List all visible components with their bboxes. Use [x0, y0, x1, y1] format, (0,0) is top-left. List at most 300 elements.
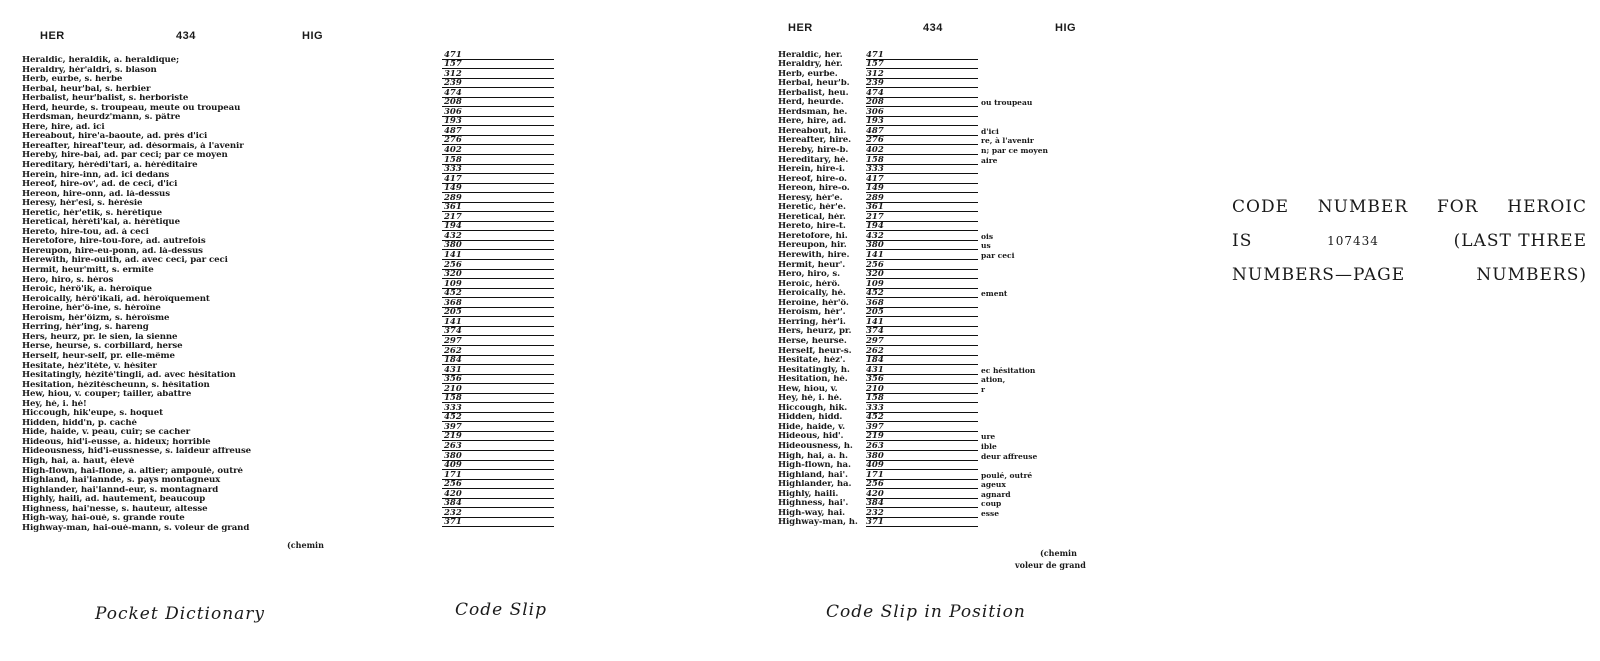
code-slip-number: 149 — [444, 183, 462, 194]
code-slip-number: 474 — [444, 87, 462, 98]
position-right-text: d'ici — [981, 126, 999, 136]
code-slip-number: 276 — [444, 135, 462, 146]
position-row — [778, 69, 1098, 79]
dictionary-entry: Heroic, hérô'ik, a. héroïque — [22, 285, 152, 295]
code-slip-number: 109 — [444, 278, 462, 289]
code-slip-number: 256 — [444, 259, 462, 270]
position-right-text: deur affreuse — [981, 451, 1038, 461]
dictionary-header-left: HER — [40, 30, 65, 42]
code-slip-row — [442, 270, 554, 280]
dictionary-entry: Herbalist, heur'balist, s. herboriste — [22, 94, 189, 104]
position-entry: Herb, eurbe. — [778, 69, 838, 79]
dictionary-entry: Hereafter, hireaf'teur, ad. désormais, à l'avenir — [22, 141, 244, 151]
position-slip-number: 256 — [866, 479, 884, 490]
position-slip-number: 474 — [866, 87, 884, 98]
position-entry: Heretical, hér. — [778, 212, 846, 222]
code-slip-number: 289 — [444, 192, 462, 203]
position-slip-number: 219 — [866, 431, 884, 442]
dictionary-entry: Hesitatingly, hézité'tingli, ad. avec hésitation — [22, 371, 236, 381]
position-entry: Herewith, hire. — [778, 251, 850, 261]
code-slip-number: 306 — [444, 106, 462, 117]
position-right-text: ois — [981, 231, 994, 241]
dictionary-entry: Highly, haili, ad. hautement, beaucoup — [22, 495, 206, 505]
code-slip-number: 417 — [444, 173, 462, 184]
code-slip-row — [442, 461, 554, 471]
position-slip-number: 397 — [866, 421, 884, 432]
position-row — [778, 394, 1098, 404]
dictionary-entry: Hereby, hire-bai, ad. par ceci; par ce moyen — [22, 151, 228, 161]
code-slip-number: 471 — [444, 49, 462, 60]
position-entry: Hide, haide, v. — [778, 422, 846, 432]
code-slip-number: 452 — [444, 412, 462, 423]
position-row — [778, 403, 1098, 413]
dictionary-entry: Heraldic, heraldik, a. heraldique; — [22, 56, 180, 65]
position-overflow-right: voleur de grand — [1015, 560, 1086, 570]
position-row — [778, 308, 1098, 318]
code-slip-row — [442, 289, 554, 299]
position-entry: Herbalist, heu. — [778, 88, 849, 98]
dictionary-entry: Heraldry, hér'aldri, s. blason — [22, 65, 157, 75]
position-row — [778, 365, 1098, 375]
code-slip-row — [442, 518, 554, 528]
dictionary-entry: Hey, hé, i. hé! — [22, 399, 87, 409]
position-entry: Hesitatingly, h. — [778, 365, 850, 375]
position-slip-number: 232 — [866, 507, 884, 518]
dictionary-entry: Herbal, heur'bal, s. herbier — [22, 84, 151, 94]
code-slip-number: 232 — [444, 507, 462, 518]
code-slip-row — [442, 480, 554, 490]
position-row — [778, 231, 1098, 241]
position-row — [778, 432, 1098, 442]
code-slip-number: 361 — [444, 202, 462, 213]
dictionary-entry: Hereto, hire-tou, ad. à ceci — [22, 227, 149, 237]
position-entry: Hereon, hire-o. — [778, 184, 850, 194]
position-row — [778, 441, 1098, 451]
dictionary-entry: Heroine, hér'ô-ine, s. héroïne — [22, 304, 161, 314]
code-slip-number: 171 — [444, 469, 462, 480]
position-slip-number: 208 — [866, 97, 884, 108]
position-row — [778, 518, 1098, 528]
position-right-text: ec hésitation — [981, 365, 1036, 375]
note-line-2-suffix: (LAST THREE — [1453, 231, 1587, 251]
position-slip-number: 193 — [866, 116, 884, 127]
dictionary-entry: Hereon, hire-onn, ad. là-dessus — [22, 189, 170, 199]
position-row — [778, 241, 1098, 251]
dictionary-entry: Hereditary, hérédi'tari, a. héréditaire — [22, 161, 198, 171]
position-slip-number: 471 — [866, 49, 884, 60]
dictionary-entry: Herdsman, heurdz'mann, s. pâtre — [22, 113, 181, 123]
code-slip-number: 312 — [444, 68, 462, 79]
code-slip-row — [442, 336, 554, 346]
code-slip-row — [442, 250, 554, 260]
dictionary-entry: Here, hire, ad. ici — [22, 122, 105, 132]
code-slip-number: 194 — [444, 221, 462, 232]
position-row — [778, 136, 1098, 146]
position-right-text: ible — [981, 441, 997, 451]
note-line-2-prefix: IS — [1232, 231, 1253, 251]
position-entry: Heretofore, hi. — [778, 231, 848, 241]
position-row — [778, 165, 1098, 175]
dictionary-entry: Herb, eurbe, s. herbe — [22, 75, 123, 85]
code-slip-row — [442, 308, 554, 318]
position-row — [778, 117, 1098, 127]
code-slip-number: 432 — [444, 230, 462, 241]
dictionary-entry: Hide, haide, v. peau, cuir; se cacher — [22, 428, 191, 438]
position-entry: Hey, hé, i. hé. — [778, 394, 842, 404]
position-overflow-left: (chemin — [1040, 548, 1077, 558]
position-slip-number: 356 — [866, 374, 884, 385]
dictionary-entry: Highness, hai'nesse, s. hauteur, altesse — [22, 504, 208, 514]
position-right-text: us — [981, 241, 991, 251]
code-slip-row — [442, 184, 554, 194]
code-slip-number: 409 — [444, 460, 462, 471]
position-row — [778, 356, 1098, 366]
position-slip-number: 380 — [866, 240, 884, 251]
position-slip-number: 263 — [866, 440, 884, 451]
position-slip-number: 431 — [866, 364, 884, 375]
position-entry: Heroic, hérô. — [778, 279, 840, 289]
code-slip-number: 452 — [444, 288, 462, 299]
position-caption: Code Slip in Position — [826, 602, 1026, 622]
position-entry: High-flown, ha. — [778, 461, 851, 471]
position-row — [778, 489, 1098, 499]
position-slip-number: 239 — [866, 78, 884, 89]
dictionary-entry: Hers, heurz, pr. le sien, la sienne — [22, 332, 178, 342]
code-slip-number: 205 — [444, 307, 462, 318]
position-entry: Hers, heurz, pr. — [778, 327, 852, 337]
position-row — [778, 508, 1098, 518]
dictionary-entry: Heresy, hér'esi, s. hérésie — [22, 199, 143, 209]
position-entry: Hereof, hire-o. — [778, 174, 847, 184]
code-slip-number: 263 — [444, 440, 462, 451]
position-row — [778, 317, 1098, 327]
position-row — [778, 126, 1098, 136]
dictionary-entry: Hesitate, héz'itéte, v. hésiter — [22, 361, 157, 371]
position-slip-number: 409 — [866, 460, 884, 471]
position-row — [778, 413, 1098, 423]
position-right-text: r — [981, 384, 985, 394]
position-row — [778, 155, 1098, 165]
position-entry: Hereafter, hire. — [778, 136, 852, 146]
dictionary-entry: Herein, hire-inn, ad. ici dedans — [22, 170, 170, 180]
position-right-text: re, à l'avenir — [981, 136, 1034, 146]
position-entry: Highly, haili. — [778, 489, 839, 499]
position-slip-number: 276 — [866, 135, 884, 146]
code-slip-number: 333 — [444, 164, 462, 175]
code-slip-number: 420 — [444, 488, 462, 499]
code-slip-number: 487 — [444, 125, 462, 136]
position-entry: Herein, hire-i. — [778, 165, 845, 175]
position-row — [778, 470, 1098, 480]
code-slip-number: 239 — [444, 78, 462, 89]
code-slip-row — [442, 79, 554, 89]
position-slip-number: 306 — [866, 106, 884, 117]
position-entry: Herring, hér'i. — [778, 317, 846, 327]
position-entry: High, hai, a. h. — [778, 451, 848, 461]
dictionary-entry: Hermit, heur'mitt, s. ermite — [22, 266, 154, 276]
code-slip-row — [442, 327, 554, 337]
position-row — [778, 50, 1098, 60]
position-slip-number: 432 — [866, 230, 884, 241]
dictionary-entry: Hidden, hidd'n, p. caché — [22, 418, 137, 428]
code-slip-number: 217 — [444, 211, 462, 222]
position-entry: Heroism, hér'. — [778, 308, 846, 318]
position-row — [778, 375, 1098, 385]
dictionary-entry: Hero, hiro, s. héros — [22, 275, 114, 285]
code-slip-number: 208 — [444, 97, 462, 108]
note-line-2 — [1232, 224, 1587, 258]
dictionary-header-page: 434 — [176, 30, 196, 42]
code-slip-number: 141 — [444, 316, 462, 327]
position-slip-number: 158 — [866, 154, 884, 165]
position-entry: Highland, hai'. — [778, 470, 848, 480]
code-slip-number: 256 — [444, 479, 462, 490]
dictionary-entry: Heretofore, hire-tou-fore, ad. autrefois — [22, 237, 206, 247]
note-line-3: NUMBERS—PAGE NUMBERS) — [1232, 265, 1587, 285]
code-slip-number: 384 — [444, 498, 462, 509]
code-slip-number: 320 — [444, 269, 462, 280]
position-right-text: ation, — [981, 375, 1006, 385]
code-slip-row — [442, 117, 554, 127]
code-slip-number: 380 — [444, 450, 462, 461]
position-right-text: ou troupeau — [981, 98, 1033, 108]
position-slip-number: 487 — [866, 125, 884, 136]
dictionary-entry: Hereabout, hire'a-baoute, ad. près d'ici — [22, 132, 208, 142]
position-entry: Hereby, hire-b. — [778, 146, 849, 156]
position-slip-number: 297 — [866, 335, 884, 346]
position-slip-number: 194 — [866, 221, 884, 232]
position-header-right: HIG — [1055, 22, 1077, 34]
code-slip-number: 374 — [444, 326, 462, 337]
position-entry: Hereabout, hi. — [778, 126, 847, 136]
position-entry: Hereupon, hir. — [778, 241, 847, 251]
position-row — [778, 384, 1098, 394]
position-entry: Hidden, hidd. — [778, 413, 843, 423]
position-slip-number: 361 — [866, 202, 884, 213]
dictionary-entry: Heroism, hér'ôizm, s. héroïsme — [22, 313, 170, 323]
position-entry: Herd, heurde. — [778, 98, 844, 108]
code-slip-number: 333 — [444, 402, 462, 413]
position-row — [778, 222, 1098, 232]
dictionary-entry: Hereupon, hire-eu-ponn, ad. là-dessus — [22, 246, 203, 256]
code-slip-number: 368 — [444, 297, 462, 308]
dictionary-entry: Highlander, hai'lannd-eur, s. montagnard — [22, 485, 219, 495]
position-entry: Herse, heurse. — [778, 336, 847, 346]
code-slip-number: 356 — [444, 374, 462, 385]
position-slip-number: 184 — [866, 355, 884, 366]
position-slip-number: 109 — [866, 278, 884, 289]
position-entry: Hew, hiou, v. — [778, 384, 838, 394]
dictionary-overflow-note: (chemin — [287, 540, 324, 550]
position-entry: Hesitation, hé. — [778, 375, 848, 385]
position-slip-number: 171 — [866, 469, 884, 480]
position-slip-number: 368 — [866, 297, 884, 308]
position-slip-number: 205 — [866, 307, 884, 318]
code-slip-row — [442, 499, 554, 509]
position-slip-number: 333 — [866, 164, 884, 175]
code-slip-row — [442, 432, 554, 442]
position-row — [778, 461, 1098, 471]
position-slip-number: 452 — [866, 288, 884, 299]
position-entry: Highway-man, h. — [778, 518, 858, 528]
code-slip-row — [442, 222, 554, 232]
position-slip-number: 420 — [866, 488, 884, 499]
position-row — [778, 79, 1098, 89]
position-right-text: esse — [981, 508, 999, 518]
position-entry: Hereditary, hé. — [778, 155, 849, 165]
dictionary-entry: High-flown, hai-flone, a. altier; ampoulé, outré — [22, 466, 243, 476]
position-slip-number: 210 — [866, 383, 884, 394]
position-row — [778, 279, 1098, 289]
dictionary-entry: Herd, heurde, s. troupeau, meute ou troupeau — [22, 103, 241, 113]
position-row — [778, 346, 1098, 356]
position-slip-number: 380 — [866, 450, 884, 461]
position-entry: Heresy, hér'e. — [778, 193, 843, 203]
position-slip-number: 141 — [866, 316, 884, 327]
position-entry: Heroically, hé. — [778, 289, 846, 299]
position-row — [778, 270, 1098, 280]
code-slip-number: 262 — [444, 345, 462, 356]
position-entry: Herdsman, he. — [778, 107, 848, 117]
position-right-text: ageux — [981, 480, 1006, 490]
dictionary-entry: Heroically, hérô'ikali, ad. héroïquement — [22, 294, 210, 304]
position-row — [778, 250, 1098, 260]
code-slip-row — [442, 441, 554, 451]
position-entry: Heraldry, hér. — [778, 60, 843, 70]
position-row — [778, 499, 1098, 509]
position-entry: Hiccough, hik. — [778, 403, 848, 413]
dictionary-entry: Hereof, hire-ov', ad. de ceci, d'ici — [22, 180, 178, 190]
code-slip-number: 397 — [444, 421, 462, 432]
position-entry: Heroine, hér'ô. — [778, 298, 849, 308]
note-code-number: 107434 — [1327, 234, 1379, 248]
position-slip-number: 371 — [866, 517, 884, 528]
position-slip-number: 149 — [866, 183, 884, 194]
position-slip-number: 157 — [866, 59, 884, 70]
position-row — [778, 451, 1098, 461]
code-slip-row — [442, 165, 554, 175]
code-slip-row — [442, 375, 554, 385]
position-entry: Highness, hai'. — [778, 499, 849, 509]
position-row — [778, 174, 1098, 184]
position-row — [778, 212, 1098, 222]
code-slip-number: 157 — [444, 59, 462, 70]
code-slip-number: 219 — [444, 431, 462, 442]
dictionary-entry: Herring, hér'ing, s. hareng — [22, 323, 149, 333]
code-slip-row — [442, 413, 554, 423]
dictionary-entry: Hideous, hid'i-eusse, a. hideux; horrible — [22, 437, 211, 447]
dictionary-entry: Herewith, hire-ouith, ad. avec ceci, par ceci — [22, 256, 228, 266]
position-slip-number: 289 — [866, 192, 884, 203]
code-slip-number: 158 — [444, 154, 462, 165]
position-entry: Hesitate, héz'. — [778, 356, 846, 366]
dictionary-entry: High, hai, a. haut, élevé — [22, 456, 135, 466]
dictionary-entry: Highway-man, hai-oué-mann, s. voleur de grand — [22, 523, 250, 533]
position-right-text: aire — [981, 155, 998, 165]
position-entry: Hero, hiro, s. — [778, 270, 841, 280]
code-slip-number: 297 — [444, 335, 462, 346]
code-number-note — [1232, 190, 1587, 292]
position-slip-number: 158 — [866, 393, 884, 404]
dictionary-entry: Heretic, hér'etik, s. hérétique — [22, 208, 162, 218]
position-slip-number: 312 — [866, 68, 884, 79]
position-slip-number: 417 — [866, 173, 884, 184]
position-header-page: 434 — [923, 22, 943, 34]
position-entry: Hideousness, h. — [778, 441, 853, 451]
position-row — [778, 203, 1098, 213]
dictionary-entry: High-way, hai-oué, s. grande route — [22, 514, 185, 524]
code-slip-number: 141 — [444, 250, 462, 261]
dictionary-entries — [22, 56, 342, 533]
position-right-text: n; par ce moyen — [981, 146, 1048, 156]
code-slip-row — [442, 145, 554, 155]
position-entry: Hideous, hid'. — [778, 432, 844, 442]
position-rows — [778, 50, 1098, 527]
dictionary-entry: Hew, hiou, v. couper; tailler, abattre — [22, 390, 192, 400]
code-slip-row — [442, 98, 554, 108]
code-slip-row — [442, 60, 554, 70]
position-row — [778, 422, 1098, 432]
position-slip-number: 402 — [866, 145, 884, 156]
position-row — [778, 88, 1098, 98]
position-slip-number: 333 — [866, 402, 884, 413]
position-row — [778, 260, 1098, 270]
position-row — [778, 298, 1098, 308]
code-slip-number: 380 — [444, 240, 462, 251]
position-entry: Hereto, hire-t. — [778, 222, 846, 232]
dictionary-header-right: HIG — [302, 30, 324, 42]
position-row — [778, 60, 1098, 70]
code-slip-number: 158 — [444, 393, 462, 404]
code-slip-caption: Code Slip — [455, 600, 547, 620]
position-row — [778, 289, 1098, 299]
position-right-text: agnard — [981, 489, 1011, 499]
position-header-left: HER — [788, 22, 813, 34]
position-row — [778, 145, 1098, 155]
position-entry: Heretic, hér'e. — [778, 203, 846, 213]
code-slip-number: 431 — [444, 364, 462, 375]
code-slip-row — [442, 394, 554, 404]
code-slip-number: 402 — [444, 145, 462, 156]
position-row — [778, 480, 1098, 490]
code-slip-number: 371 — [444, 517, 462, 528]
code-slip-number: 184 — [444, 355, 462, 366]
dictionary-entry: Herse, heurse, s. corbillard, herse — [22, 342, 183, 352]
position-slip-number: 256 — [866, 259, 884, 270]
dictionary-entry: Heretical, héréti'kal, a. hérétique — [22, 218, 180, 228]
position-slip-number: 262 — [866, 345, 884, 356]
code-slip-number: 193 — [444, 116, 462, 127]
position-row — [778, 193, 1098, 203]
dictionary-entry: Hiccough, hik'eupe, s. hoquet — [22, 409, 163, 419]
position-entry: Highlander, ha. — [778, 480, 852, 490]
code-slip-row — [442, 356, 554, 366]
position-right-text: ement — [981, 289, 1008, 299]
position-slip-number: 374 — [866, 326, 884, 337]
code-slip — [442, 50, 554, 527]
position-row — [778, 107, 1098, 117]
position-row — [778, 336, 1098, 346]
position-entry: Here, hire, ad. — [778, 117, 847, 127]
position-right-text: ure — [981, 432, 996, 442]
note-line-1: CODE NUMBER FOR HEROIC — [1232, 197, 1587, 217]
dictionary-entry: Hideousness, hid'i-eussnesse, s. laideur affreuse — [22, 447, 252, 457]
position-entry: Herself, heur-s. — [778, 346, 852, 356]
code-slip-row — [442, 203, 554, 213]
position-entry: Hermit, heur'. — [778, 260, 846, 270]
position-entry: High-way, hai. — [778, 508, 846, 518]
position-row — [778, 184, 1098, 194]
